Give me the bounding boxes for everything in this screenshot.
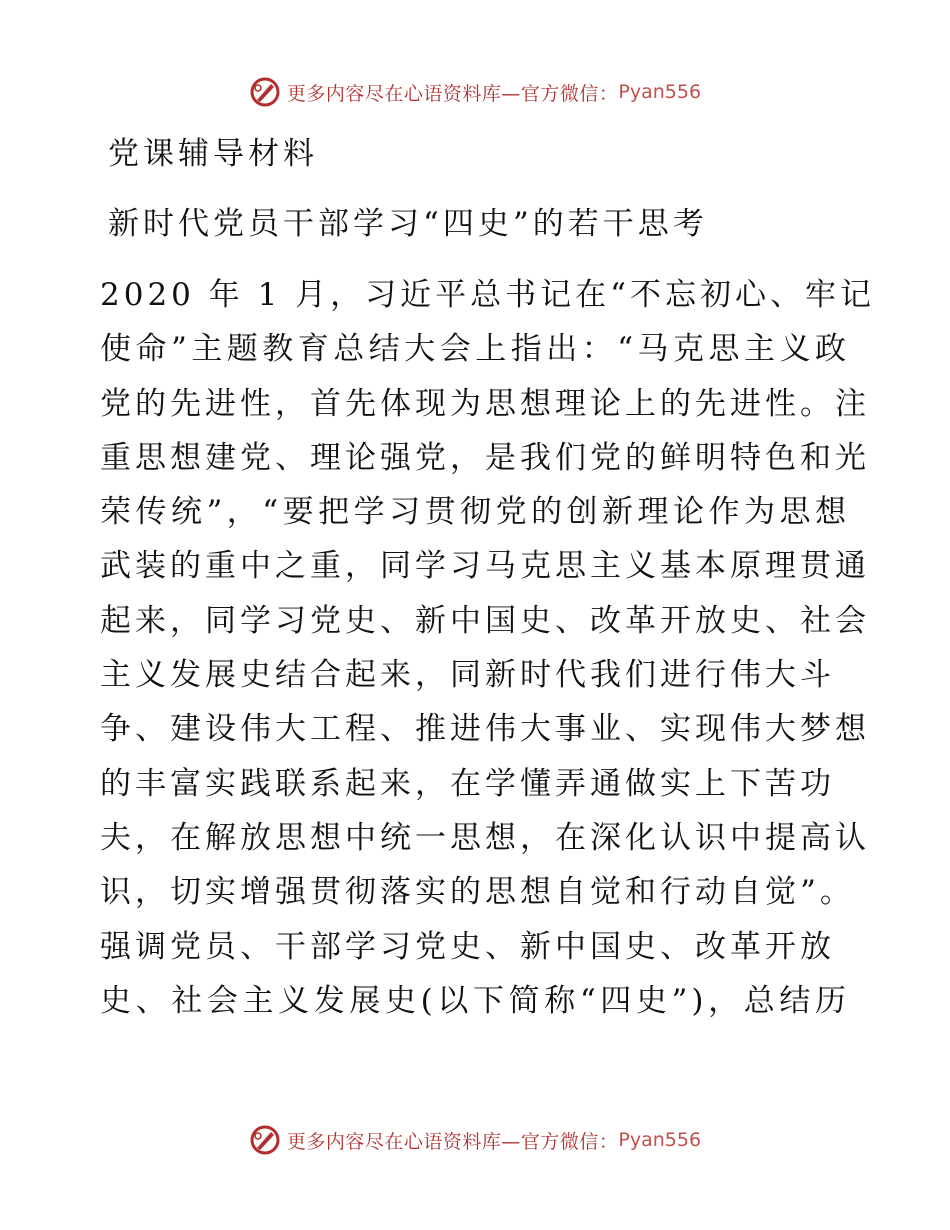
body-line: 2020 年 1 月，习近平总书记在“不忘初心、牢记 — [100, 277, 876, 313]
body-line: 识，切实增强贯彻落实的思想自觉和行动自觉”。 — [100, 874, 855, 911]
body-line: 荣传统”，“要把学习贯彻党的创新理论作为思想 — [100, 494, 850, 531]
body-line: 起来，同学习党史、新中国史、改革开放史、社会 — [100, 602, 870, 639]
body-line: 夫，在解放思想中统一思想，在深化认识中提高认 — [100, 819, 870, 856]
quill-logo-icon — [249, 1124, 281, 1156]
body-line: 武装的重中之重，同学习马克思主义基本原理贯通 — [100, 548, 870, 585]
document-title: 新时代党员干部学习“四史”的若干思考 — [108, 206, 708, 242]
watermark-wechat-id: Pyan556 — [618, 81, 702, 103]
body-line: 重思想建党、理论强党，是我们党的鲜明特色和光 — [100, 439, 870, 476]
body-line: 的丰富实践联系起来，在学懂弄通做实上下苦功 — [100, 765, 835, 802]
watermark-wechat-id: Pyan556 — [618, 1129, 702, 1151]
body-line: 强调党员、干部学习党史、新中国史、改革开放 — [100, 928, 835, 965]
document-category: 党课辅导材料 — [108, 136, 318, 172]
watermark-header — [0, 72, 950, 112]
document-body — [100, 268, 876, 1028]
body-line: 争、建设伟大工程、推进伟大事业、实现伟大梦想 — [100, 711, 870, 748]
body-line: 主义发展史结合起来，同新时代我们进行伟大斗 — [100, 657, 835, 694]
watermark-footer — [0, 1120, 950, 1160]
watermark-text: 更多内容尽在心语资料库—官方微信： — [286, 1130, 619, 1153]
body-line: 使命”主题教育总结大会上指出：“马克思主义政 — [100, 331, 850, 368]
quill-logo-icon — [249, 76, 281, 108]
watermark-text: 更多内容尽在心语资料库—官方微信： — [286, 82, 619, 105]
body-line: 党的先进性，首先体现为思想理论上的先进性。注 — [100, 385, 870, 422]
body-line: 史、社会主义发展史(以下简称“四史”)，总结历 — [100, 982, 850, 1019]
